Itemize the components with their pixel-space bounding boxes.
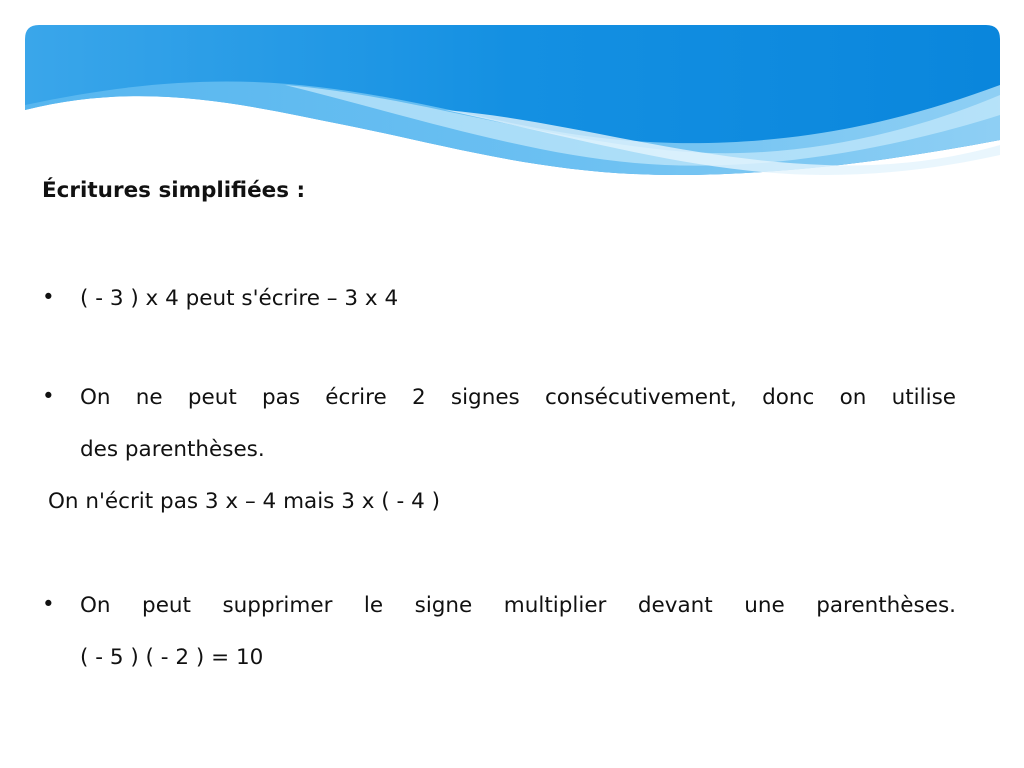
bullet-2-line-1: On ne peut pas écrire 2 signes consécutivement, donc on utilise (80, 385, 956, 410)
bullet-marker: • (42, 285, 55, 310)
bullet-2-followup: On n'écrit pas 3 x – 4 mais 3 x ( - 4 ) (48, 489, 440, 514)
bullet-1-line-1: ( - 3 ) x 4 peut s'écrire – 3 x 4 (80, 286, 399, 311)
bullet-3-line-2: ( - 5 ) ( - 2 ) = 10 (80, 645, 264, 670)
bullet-marker: • (42, 592, 55, 617)
header-wave-banner (25, 25, 1000, 185)
bullet-2-line-2: des parenthèses. (80, 437, 265, 462)
bullet-item-3 (42, 580, 956, 684)
bullet-3-line-1: On peut supprimer le signe multiplier devant une parenthèses. (80, 593, 956, 618)
bullet-marker: • (42, 384, 55, 409)
slide-heading: Écritures simplifiées : (42, 178, 306, 203)
bullet-item-2 (42, 372, 956, 528)
bullet-item-1 (42, 273, 956, 325)
